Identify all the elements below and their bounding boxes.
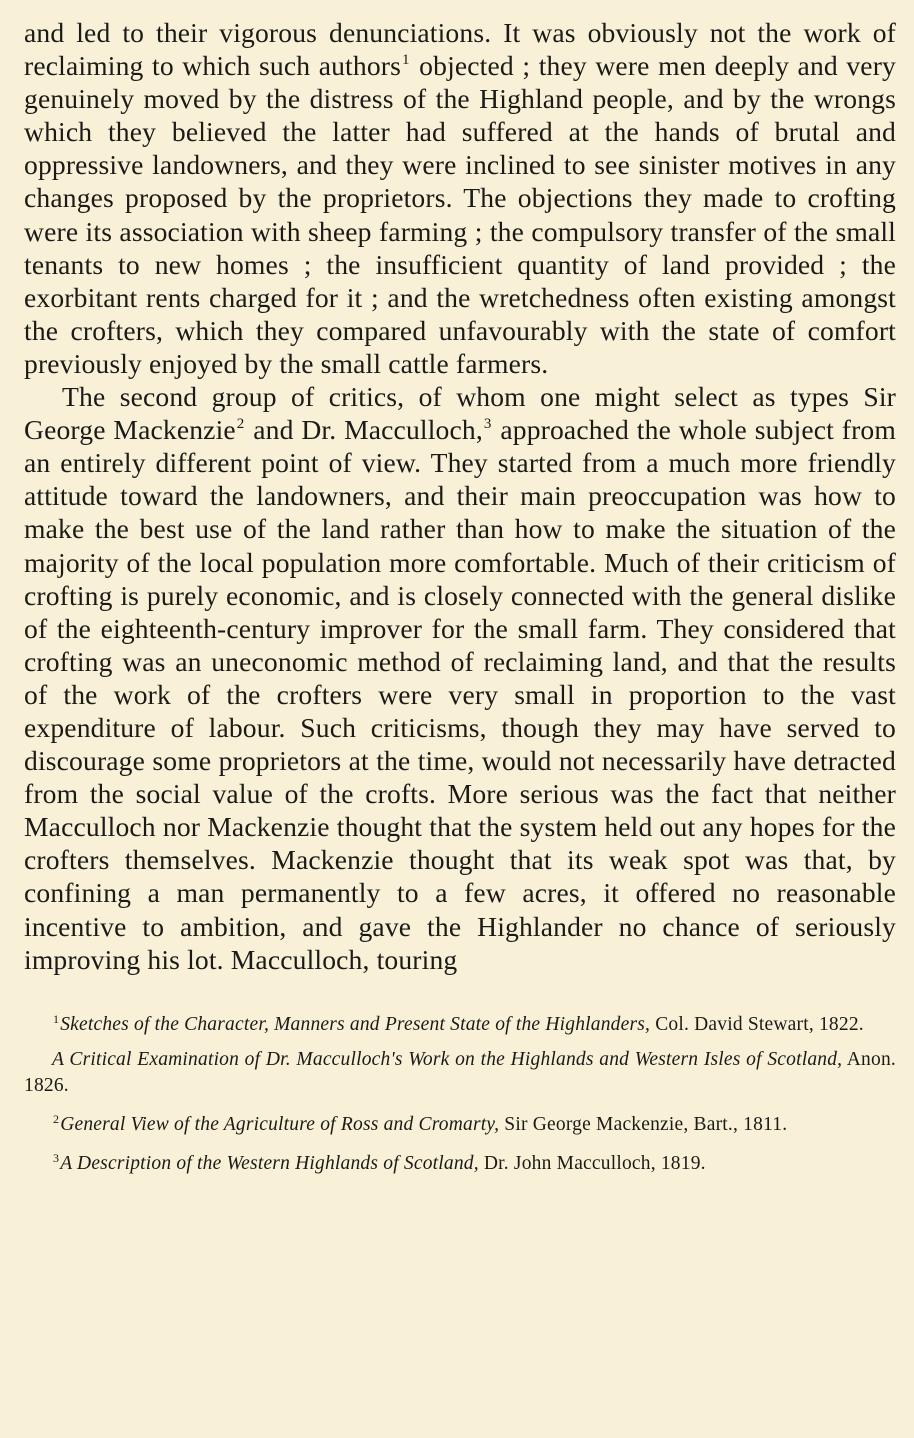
footnote-1-second-rest: Anon. 1826. [24, 1048, 896, 1096]
footnote-1-marker: 1 [53, 1011, 60, 1026]
footnote-2-rest: Sir George Mackenzie, Bart., 1811. [499, 1113, 788, 1135]
footnote-ref-3: 3 [483, 416, 492, 433]
footnote-3-rest: Dr. John Macculloch, 1819. [478, 1152, 706, 1174]
paragraph-2-text-b: and Dr. Macculloch, [245, 414, 483, 446]
paragraph-1 [24, 16, 896, 380]
footnote-2-title: General View of the Agriculture of Ross and Cromarty, [60, 1113, 500, 1135]
paragraph-2 [24, 380, 896, 976]
footnotes [24, 1012, 896, 1177]
footnote-1-rest: Col. David Stewart, 1822. [650, 1013, 864, 1035]
footnote-2 [24, 1112, 896, 1138]
footnote-ref-2: 2 [236, 416, 245, 433]
paragraph-1-text-b: objected ; they were men deeply and very genuinely moved by the distress of the Highland people, and by the wrongs which they believed the latter had suffered at the hands of brutal and oppressive landowners, and they were inclined to see sinister motives in any changes proposed by the proprietors. The objections they made to crofting were its association with sheep farming ; the compulsory transfer of the small tenants to new homes ; the insufficient quantity of land provided ; the exorbitant rents charged for it ; and the wretchedness often existing amongst the crofters, which they compared unfavourably with the state of comfort previously enjoyed by the small cattle farmers. [24, 50, 896, 379]
paragraph-1-text-a: and led to their vigorous denunciations. It was obviously not the work of reclaiming to which such authors [24, 17, 896, 82]
footnote-ref-1: 1 [402, 52, 410, 69]
footnote-1-second-entry [24, 1047, 896, 1099]
footnote-3-title: A Description of the Western Highlands of Scotland, [60, 1152, 479, 1174]
footnote-1-title: Sketches of the Character, Manners and Present State of the Highlanders, [60, 1013, 651, 1035]
footnote-1-second-title: A Critical Examination of Dr. Macculloch's Work on the Highlands and Western Isles of Scotland, [52, 1048, 843, 1070]
footnote-3-marker: 3 [53, 1150, 60, 1165]
paragraph-2-text-a: The second group of critics, of whom one might select as types Sir George Mackenzie [24, 381, 896, 446]
paragraph-2-text-c: approached the whole subject from an entirely different point of view. They started from a much more friendly attitude toward the landowners, and their main preoccupation was how to make the best use of the land rather than how to make the situation of the majority of the local population more comfortable. Much of their criticism of crofting is purely economic, and is closely connected with the general dislike of the eighteenth-century improver for the small farm. They considered that crofting was an uneconomic method of reclaiming land, and that the results of the work of the crofters were very small in proportion to the vast expenditure of labour. Such criticisms, though they may have served to discourage some proprietors at the time, would not necessarily have detracted from the social value of the crofts. More serious was the fact that neither Macculloch nor Mackenzie thought that the system held out any hopes for the crofters themselves. Mackenzie thought that its weak spot was that, by confining a man permanently to a few acres, it offered no reasonable incentive to ambition, and gave the Highlander no chance of seriously improving his lot. Macculloch, touring [24, 414, 896, 975]
footnote-1 [24, 1012, 896, 1099]
footnote-3 [24, 1151, 896, 1177]
main-text [24, 16, 896, 976]
footnote-2-marker: 2 [53, 1111, 60, 1126]
